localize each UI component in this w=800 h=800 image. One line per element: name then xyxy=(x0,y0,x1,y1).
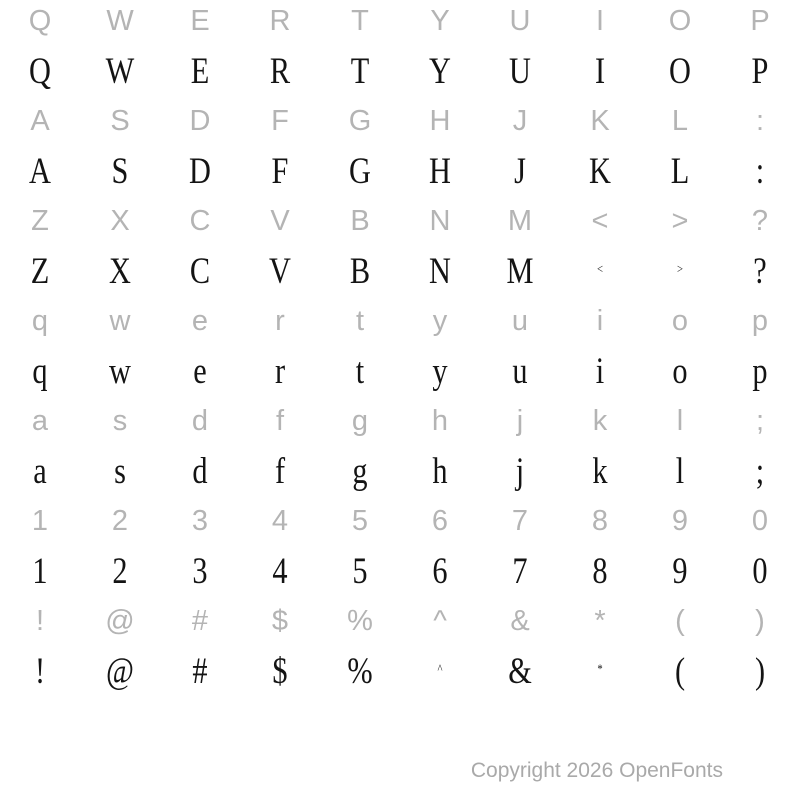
glyph-cell: ; xyxy=(755,451,765,492)
glyph-cell: ? xyxy=(751,204,769,237)
glyph-cell: K xyxy=(589,151,611,192)
glyph-cell: s xyxy=(112,404,128,437)
glyph-cell: A xyxy=(29,151,51,192)
glyph-cell: X xyxy=(109,251,131,292)
glyph-cell: ( xyxy=(674,651,686,692)
glyph-cell: q xyxy=(32,351,48,392)
glyph-cell: g xyxy=(352,451,368,492)
glyph-cell: E xyxy=(190,4,210,37)
glyph-cell: d xyxy=(191,404,209,437)
glyph-cell: ^ xyxy=(433,604,447,637)
glyph-cell: U xyxy=(509,51,531,92)
glyph-cell: A xyxy=(30,104,50,137)
glyph-cell: & xyxy=(508,651,532,692)
glyph-cell: V xyxy=(270,204,290,237)
char-row-specimen-3 xyxy=(0,150,800,200)
glyph-cell: Z xyxy=(31,204,49,237)
glyph-cell: l xyxy=(675,451,685,492)
glyph-cell: & xyxy=(510,604,530,637)
glyph-cell: ) xyxy=(755,604,765,637)
glyph-cell: 3 xyxy=(191,504,209,537)
char-row-specimen-11 xyxy=(0,550,800,600)
glyph-cell: M xyxy=(506,251,534,292)
glyph-cell: > xyxy=(671,204,689,237)
glyph-cell: l xyxy=(676,404,684,437)
glyph-cell: a xyxy=(31,404,49,437)
glyph-cell: O xyxy=(669,51,691,92)
glyph-cell: I xyxy=(595,4,605,37)
glyph-cell: % xyxy=(347,651,373,692)
glyph-cell: 6 xyxy=(431,504,449,537)
char-row-specimen-1 xyxy=(0,50,800,100)
glyph-cell: : xyxy=(755,104,765,137)
glyph-cell: @ xyxy=(105,604,135,637)
glyph-cell: $ xyxy=(271,604,289,637)
glyph-cell: q xyxy=(31,304,49,337)
glyph-cell: d xyxy=(192,451,208,492)
glyph-cell: P xyxy=(751,51,769,92)
glyph-cell: N xyxy=(429,204,451,237)
glyph-cell: P xyxy=(750,4,770,37)
glyph-cell: t xyxy=(355,304,365,337)
glyph-cell: D xyxy=(189,104,211,137)
glyph-cell: f xyxy=(275,404,285,437)
glyph-cell: u xyxy=(512,351,528,392)
glyph-cell: ! xyxy=(35,604,45,637)
glyph-cell: o xyxy=(671,304,689,337)
glyph-cell: E xyxy=(190,51,210,92)
char-row-specimen-9 xyxy=(0,450,800,500)
glyph-cell: 6 xyxy=(432,551,448,592)
glyph-cell: # xyxy=(191,604,209,637)
glyph-cell: C xyxy=(189,251,211,292)
glyph-cell: S xyxy=(110,104,130,137)
glyph-cell: g xyxy=(351,404,369,437)
glyph-cell: f xyxy=(274,451,286,492)
glyph-cell: H xyxy=(429,151,451,192)
glyph-cell: 9 xyxy=(672,551,688,592)
glyph-cell: > xyxy=(676,260,684,276)
glyph-cell: y xyxy=(432,304,448,337)
glyph-cell: D xyxy=(189,151,211,192)
glyph-cell: s xyxy=(114,451,126,492)
glyph-cell: j xyxy=(516,404,524,437)
glyph-cell: w xyxy=(109,351,131,392)
glyph-cell: k xyxy=(592,451,608,492)
glyph-cell: L xyxy=(670,151,690,192)
glyph-cell: h xyxy=(432,451,448,492)
glyph-cell: j xyxy=(515,451,525,492)
glyph-cell: 3 xyxy=(192,551,208,592)
glyph-cell: 2 xyxy=(112,551,128,592)
glyph-cell: M xyxy=(507,204,533,237)
glyph-cell: : xyxy=(755,151,765,192)
glyph-cell: ) xyxy=(754,651,766,692)
glyph-cell: W xyxy=(105,51,135,92)
glyph-cell: u xyxy=(511,304,529,337)
glyph-cell: B xyxy=(349,251,371,292)
glyph-cell: Q xyxy=(29,51,51,92)
glyph-cell: R xyxy=(269,4,291,37)
glyph-cell: e xyxy=(193,351,207,392)
glyph-cell: G xyxy=(348,104,372,137)
glyph-cell: @ xyxy=(106,651,134,692)
glyph-cell: C xyxy=(189,204,211,237)
glyph-cell: S xyxy=(111,151,129,192)
glyph-cell: F xyxy=(271,104,289,137)
glyph-cell: Y xyxy=(430,4,450,37)
glyph-cell: 1 xyxy=(31,504,49,537)
glyph-cell: 7 xyxy=(511,504,529,537)
glyph-cell: 0 xyxy=(752,551,768,592)
glyph-cell: h xyxy=(431,404,449,437)
glyph-cell: J xyxy=(514,151,526,192)
glyph-cell: i xyxy=(596,304,604,337)
copyright-text: Copyright 2026 OpenFonts xyxy=(470,759,723,782)
glyph-cell: U xyxy=(509,4,531,37)
glyph-cell: ( xyxy=(675,604,685,637)
glyph-cell: L xyxy=(671,104,689,137)
glyph-cell: J xyxy=(512,104,528,137)
glyph-cell: 8 xyxy=(591,504,609,537)
glyph-cell: k xyxy=(592,404,608,437)
glyph-cell: $ xyxy=(272,651,288,692)
glyph-cell: * xyxy=(594,604,606,637)
glyph-cell: Z xyxy=(30,251,50,292)
glyph-cell: t xyxy=(355,351,365,392)
glyph-cell: B xyxy=(350,204,370,237)
glyph-cell: H xyxy=(429,104,451,137)
glyph-cell: p xyxy=(751,304,769,337)
glyph-cell: 2 xyxy=(111,504,129,537)
glyph-cell: # xyxy=(192,651,208,692)
glyph-cell: 9 xyxy=(671,504,689,537)
char-row-specimen-13 xyxy=(0,650,800,700)
glyph-cell: r xyxy=(275,304,285,337)
glyph-cell: 7 xyxy=(512,551,528,592)
glyph-cell: X xyxy=(110,204,130,237)
glyph-cell: 5 xyxy=(352,551,368,592)
glyph-cell: % xyxy=(347,604,373,637)
glyph-cell: I xyxy=(594,51,606,92)
glyph-cell: T xyxy=(351,4,369,37)
glyph-cell: 8 xyxy=(592,551,608,592)
char-row-specimen-7 xyxy=(0,350,800,400)
glyph-cell: 5 xyxy=(351,504,369,537)
glyph-cell: O xyxy=(668,4,692,37)
char-row-reference-0 xyxy=(0,0,800,50)
glyph-cell: ! xyxy=(34,651,46,692)
glyph-cell: o xyxy=(672,351,688,392)
glyph-cell: R xyxy=(269,51,291,92)
glyph-cell: i xyxy=(595,351,605,392)
glyph-cell: < xyxy=(591,204,609,237)
glyph-cell: 4 xyxy=(271,504,289,537)
glyph-cell: F xyxy=(271,151,289,192)
glyph-cell: Y xyxy=(429,51,451,92)
glyph-cell: p xyxy=(752,351,768,392)
glyph-cell: K xyxy=(590,104,610,137)
glyph-cell: y xyxy=(432,351,448,392)
glyph-cell: * xyxy=(597,660,603,676)
glyph-cell: w xyxy=(109,304,131,337)
glyph-cell: 4 xyxy=(272,551,288,592)
glyph-cell: e xyxy=(191,304,209,337)
glyph-cell: Q xyxy=(28,4,52,37)
glyph-cell: a xyxy=(33,451,47,492)
glyph-cell: < xyxy=(596,260,604,276)
glyph-cell: T xyxy=(350,51,370,92)
glyph-cell: r xyxy=(274,351,286,392)
glyph-cell: G xyxy=(349,151,371,192)
glyph-cell: W xyxy=(106,4,134,37)
char-row-specimen-5 xyxy=(0,250,800,300)
glyph-cell: ? xyxy=(753,251,767,292)
glyph-cell: ^ xyxy=(437,660,443,676)
glyph-cell: ; xyxy=(755,404,765,437)
glyph-cell: V xyxy=(269,251,291,292)
glyph-cell: 1 xyxy=(32,551,48,592)
glyph-cell: 0 xyxy=(751,504,769,537)
glyph-cell: N xyxy=(429,251,451,292)
